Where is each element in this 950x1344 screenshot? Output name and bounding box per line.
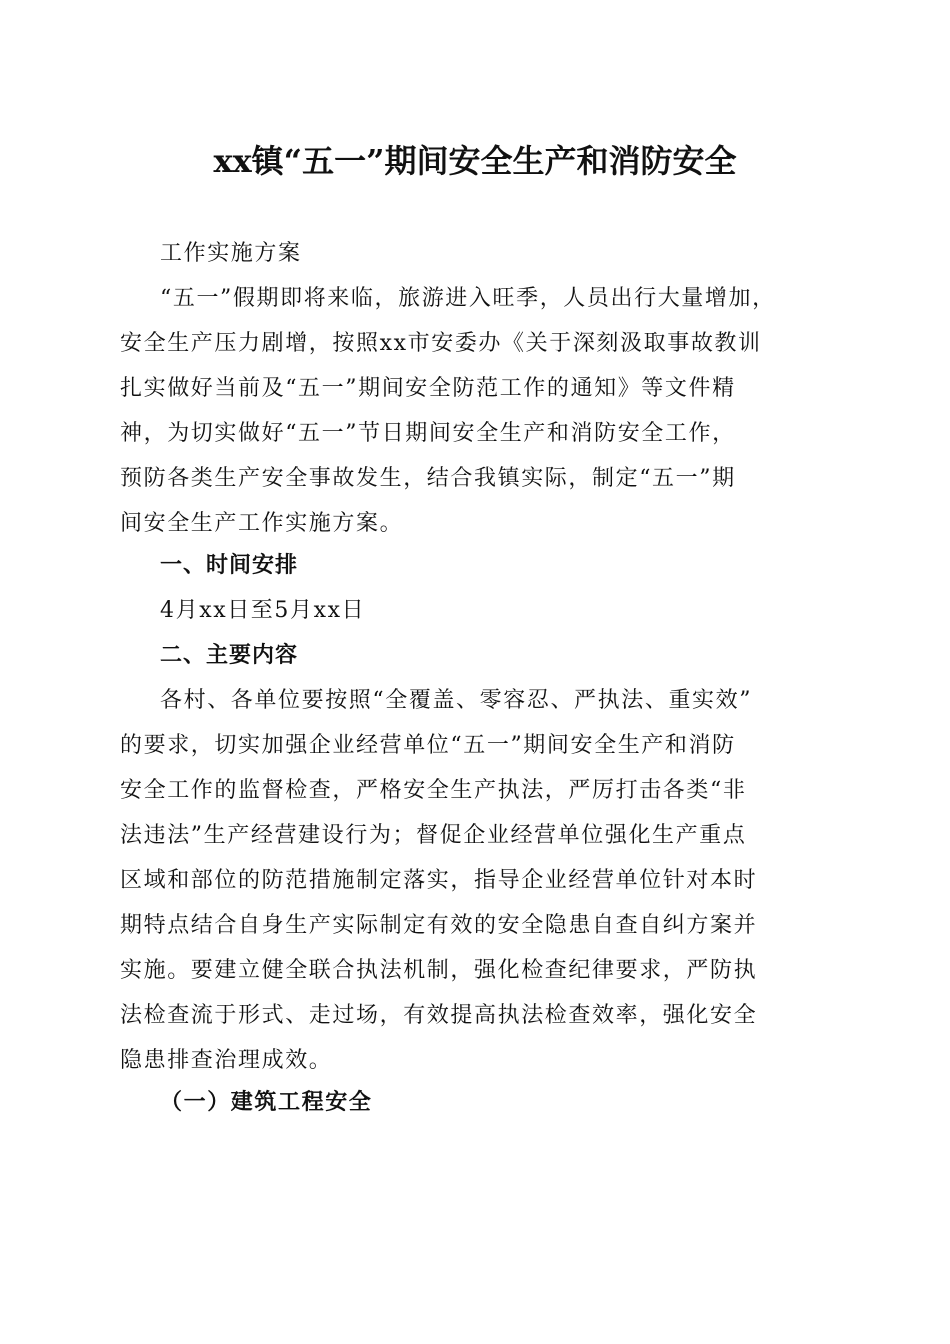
intro-line: 预防各类生产安全事故发生，结合我镇实际，制定“五一”期	[120, 466, 736, 491]
content-line: 期特点结合自身生产实际制定有效的安全隐患自查自纠方案并	[120, 913, 758, 938]
document-subtitle: 工作实施方案	[160, 241, 302, 266]
intro-line: 安全生产压力剧增，按照xx市安委办《关于深刻汲取事故教训	[120, 331, 762, 356]
schedule-text: 4月xx日至5月xx日	[160, 598, 366, 623]
content-line: 法检查流于形式、走过场，有效提高执法检查效率，强化安全	[120, 1003, 758, 1028]
section-heading-schedule: 一、时间安排	[160, 553, 299, 578]
intro-line: 扎实做好当前及“五一”期间安全防范工作的通知》等文件精	[120, 376, 736, 401]
section-heading-content: 二、主要内容	[160, 643, 299, 668]
document-title: xx镇“五一”期间安全生产和消防安全	[213, 142, 737, 180]
intro-line: 神，为切实做好“五一”节日期间安全生产和消防安全工作，	[120, 421, 736, 446]
content-line: 安全工作的监督检查，严格安全生产执法，严厉打击各类“非	[120, 778, 747, 803]
content-line: 各村、各单位要按照“全覆盖、零容忍、严执法、重实效”	[160, 688, 753, 713]
subsection-heading-construction: （一）建筑工程安全	[160, 1089, 373, 1115]
intro-line: “五一”假期即将来临，旅游进入旺季，人员出行大量增加，	[160, 286, 776, 311]
content-line: 隐患排查治理成效。	[120, 1048, 333, 1073]
content-line: 的要求，切实加强企业经营单位“五一”期间安全生产和消防	[120, 733, 736, 758]
content-line: 区域和部位的防范措施制定落实，指导企业经营单位针对本时	[120, 868, 758, 893]
content-line: 实施。要建立健全联合执法机制，强化检查纪律要求，严防执	[120, 958, 758, 983]
content-line: 法违法”生产经营建设行为；督促企业经营单位强化生产重点	[120, 823, 747, 848]
intro-line: 间安全生产工作实施方案。	[120, 511, 404, 536]
